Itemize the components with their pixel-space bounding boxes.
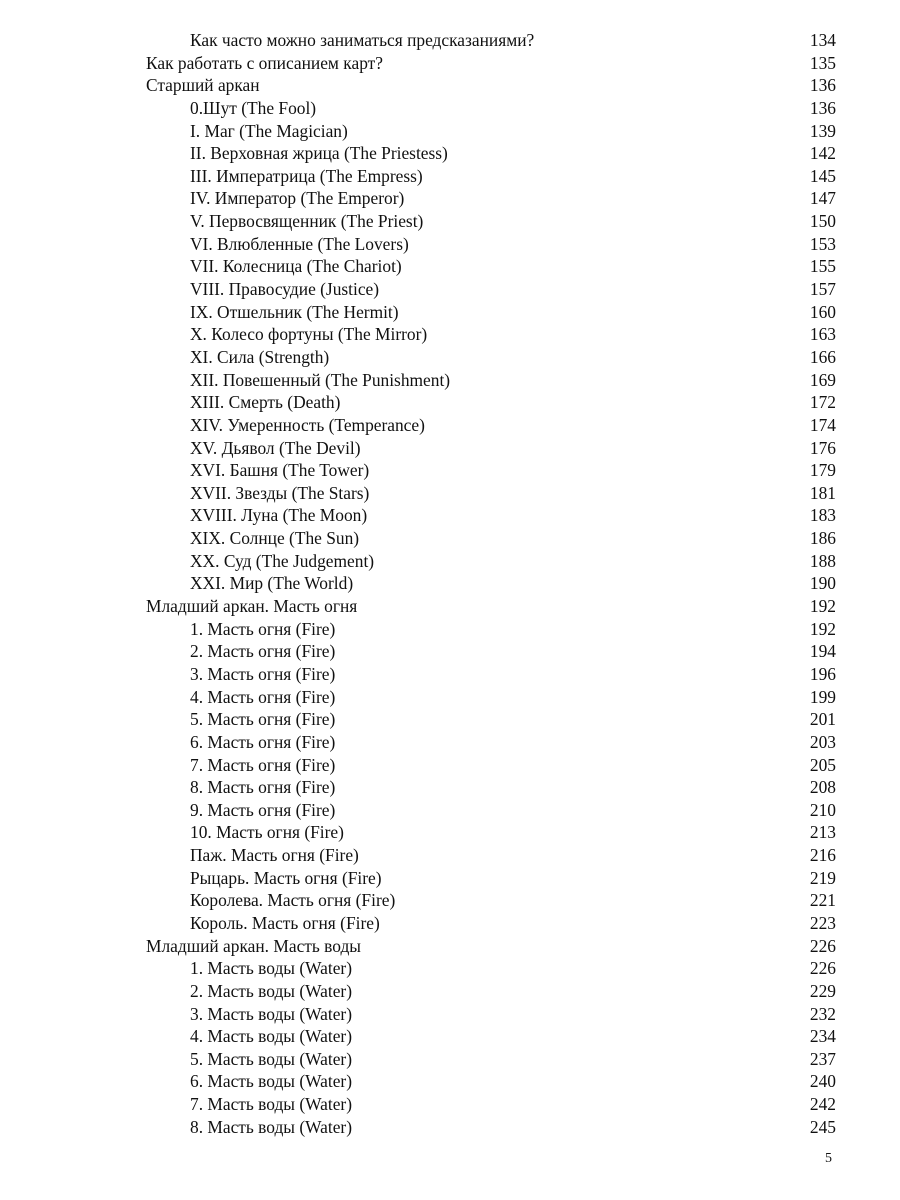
toc-entry[interactable]	[146, 550, 836, 573]
toc-entry-page: 155	[809, 256, 836, 277]
toc-entry[interactable]	[146, 686, 836, 709]
toc-entry-page: 166	[809, 346, 836, 367]
toc-entry[interactable]	[146, 482, 836, 505]
toc-entry-page: 210	[809, 799, 836, 820]
toc-entry-page: 234	[809, 1026, 836, 1047]
toc-entry[interactable]	[146, 233, 836, 256]
toc-entry[interactable]	[146, 708, 836, 731]
toc-entry[interactable]	[146, 414, 836, 437]
toc-entry-title: XI. Сила (Strength)	[190, 346, 330, 367]
toc-entry[interactable]	[146, 731, 836, 754]
toc-entry-title: 3. Масть воды (Water)	[190, 1003, 353, 1024]
toc-entry-title: X. Колесо фортуны (The Mirror)	[190, 324, 428, 345]
toc-entry-title: 3. Масть огня (Fire)	[190, 663, 336, 684]
toc-entry[interactable]	[146, 527, 836, 550]
toc-entry-page: 145	[809, 165, 836, 186]
toc-entry[interactable]	[146, 459, 836, 482]
toc-entry-title: XVII. Звезды (The Stars)	[190, 482, 370, 503]
toc-entry-title: VI. Влюбленные (The Lovers)	[190, 233, 409, 254]
toc-entry-page: 186	[809, 528, 836, 549]
toc-entry-title: 4. Масть огня (Fire)	[190, 686, 336, 707]
toc-entry[interactable]	[146, 640, 836, 663]
toc-entry-page: 221	[809, 890, 836, 911]
toc-entry-title: 1. Масть воды (Water)	[190, 958, 353, 979]
page-number: 5	[825, 1151, 832, 1166]
toc-entry-title: XVI. Башня (The Tower)	[190, 460, 370, 481]
toc-entry-page: 135	[809, 52, 836, 73]
toc-entry-page: 174	[809, 414, 836, 435]
toc-entry-page: 136	[809, 75, 836, 96]
toc-entry-title: XVIII. Луна (The Moon)	[190, 505, 368, 526]
toc-entry-page: 169	[809, 369, 836, 390]
toc-entry[interactable]	[146, 52, 836, 75]
toc-entry[interactable]	[146, 504, 836, 527]
toc-entry[interactable]	[146, 595, 836, 618]
toc-entry-page: 199	[809, 686, 836, 707]
toc-entry-title: II. Верховная жрица (The Priestess)	[190, 143, 448, 164]
toc-entry[interactable]	[146, 957, 836, 980]
toc-entry-page: 147	[809, 188, 836, 209]
toc-entry-title: 9. Масть огня (Fire)	[190, 799, 336, 820]
toc-entry[interactable]	[146, 799, 836, 822]
toc-entry[interactable]	[146, 572, 836, 595]
toc-entry[interactable]	[146, 844, 836, 867]
toc-entry-title: I. Маг (The Magician)	[190, 120, 348, 141]
toc-entry-page: 142	[809, 143, 836, 164]
toc-entry-title: VIII. Правосудие (Justice)	[190, 279, 380, 300]
toc-entry[interactable]	[146, 142, 836, 165]
toc-entry[interactable]	[146, 821, 836, 844]
toc-entry-title: 8. Масть огня (Fire)	[190, 777, 336, 798]
toc-entry-title: VII. Колесница (The Chariot)	[190, 256, 402, 277]
toc-entry-title: 10. Масть огня (Fire)	[190, 822, 344, 843]
toc-entry[interactable]	[146, 210, 836, 233]
toc-entry[interactable]	[146, 391, 836, 414]
toc-entry-page: 181	[809, 482, 836, 503]
toc-entry-page: 196	[809, 663, 836, 684]
toc-entry-title: 2. Масть воды (Water)	[190, 980, 353, 1001]
toc-entry[interactable]	[146, 278, 836, 301]
toc-entry-page: 160	[809, 301, 836, 322]
toc-entry[interactable]	[146, 437, 836, 460]
toc-entry-title: 7. Масть воды (Water)	[190, 1094, 353, 1115]
toc-entry-page: 232	[809, 1003, 836, 1024]
toc-entry[interactable]	[146, 1025, 836, 1048]
toc-entry-page: 213	[809, 822, 836, 843]
toc-entry[interactable]	[146, 369, 836, 392]
toc-entry-page: 172	[809, 392, 836, 413]
toc-entry[interactable]	[146, 29, 836, 52]
toc-entry-page: 203	[809, 731, 836, 752]
toc-entry-title: Паж. Масть огня (Fire)	[190, 845, 359, 866]
toc-entry[interactable]	[146, 776, 836, 799]
toc-entry-title: 6. Масть огня (Fire)	[190, 731, 336, 752]
toc-entry-page: 201	[809, 709, 836, 730]
toc-entry-page: 188	[809, 550, 836, 571]
toc-entry-title: XX. Суд (The Judgement)	[190, 550, 375, 571]
toc-entry-page: 240	[809, 1071, 836, 1092]
toc-entry-page: 136	[809, 97, 836, 118]
toc-entry-title: 8. Масть воды (Water)	[190, 1116, 353, 1137]
toc-entry-title: 6. Масть воды (Water)	[190, 1071, 353, 1092]
toc-entry-title: XII. Повешенный (The Punishment)	[190, 369, 451, 390]
toc-entry-title: IX. Отшельник (The Hermit)	[190, 301, 399, 322]
toc-entry-page: 223	[809, 912, 836, 933]
toc-entry[interactable]	[146, 74, 836, 97]
toc-entry[interactable]	[146, 1093, 836, 1116]
toc-entry[interactable]	[146, 980, 836, 1003]
toc-entry-page: 150	[809, 211, 836, 232]
toc-entry[interactable]	[146, 120, 836, 143]
toc-entry-title: Король. Масть огня (Fire)	[190, 912, 380, 933]
toc-entry-page: 237	[809, 1048, 836, 1069]
toc-entry-title: V. Первосвященник (The Priest)	[190, 211, 424, 232]
toc-entry-page: 219	[809, 867, 836, 888]
toc-entry-title: XIV. Умеренность (Temperance)	[190, 414, 425, 435]
toc-entry-title: Рыцарь. Масть огня (Fire)	[190, 867, 382, 888]
toc-entry[interactable]	[146, 255, 836, 278]
toc-entry[interactable]	[146, 346, 836, 369]
toc-entry-title: Как часто можно заниматься предсказаниями?	[190, 30, 535, 50]
toc-entry[interactable]	[146, 935, 836, 958]
toc-entry[interactable]	[146, 165, 836, 188]
toc-entry-page: 163	[809, 324, 836, 345]
toc-entry-page: 183	[809, 505, 836, 526]
toc-entry-title: XXI. Мир (The World)	[190, 573, 354, 594]
toc-entry-page: 179	[809, 460, 836, 481]
toc-entry-title: 4. Масть воды (Water)	[190, 1026, 353, 1047]
toc-entry[interactable]	[146, 301, 836, 324]
toc-entry-page: 205	[809, 754, 836, 775]
table-of-contents	[146, 29, 836, 1138]
toc-entry[interactable]	[146, 97, 836, 120]
toc-entry-title: III. Императрица (The Empress)	[190, 165, 423, 186]
toc-entry-title: 2. Масть огня (Fire)	[190, 641, 336, 662]
toc-entry[interactable]	[146, 1003, 836, 1026]
toc-entry-title: 7. Масть огня (Fire)	[190, 754, 336, 775]
toc-entry[interactable]	[146, 323, 836, 346]
toc-entry[interactable]	[146, 1070, 836, 1093]
toc-entry-page: 226	[809, 958, 836, 979]
toc-entry-title: Как работать с описанием карт?	[146, 52, 383, 73]
toc-entry-page: 192	[809, 596, 836, 617]
toc-entry[interactable]	[146, 663, 836, 686]
toc-entry-page: 245	[809, 1116, 836, 1137]
toc-entry[interactable]	[146, 867, 836, 890]
toc-entry[interactable]	[146, 1048, 836, 1071]
toc-entry-title: XIX. Солнце (The Sun)	[190, 528, 360, 549]
toc-entry[interactable]	[146, 889, 836, 912]
toc-entry-title: Младший аркан. Масть воды	[146, 935, 361, 956]
toc-entry-page: 216	[809, 845, 836, 866]
toc-entry[interactable]	[146, 618, 836, 641]
toc-entry-title: 0.Шут (The Fool)	[190, 97, 317, 118]
toc-entry-title: Младший аркан. Масть огня	[146, 596, 358, 617]
toc-entry[interactable]	[146, 754, 836, 777]
toc-entry-page: 208	[809, 777, 836, 798]
toc-entry-title: 5. Масть воды (Water)	[190, 1048, 353, 1069]
toc-entry-title: 5. Масть огня (Fire)	[190, 709, 336, 730]
toc-entry-page: 153	[809, 233, 836, 254]
toc-entry-page: 229	[809, 980, 836, 1001]
toc-entry-page: 226	[809, 935, 836, 956]
toc-entry-title: 1. Масть огня (Fire)	[190, 618, 336, 639]
toc-entry[interactable]	[146, 912, 836, 935]
toc-entry[interactable]	[146, 1116, 836, 1139]
toc-entry-page: 190	[809, 573, 836, 594]
toc-entry-page: 157	[809, 279, 836, 300]
toc-entry-page: 242	[809, 1094, 836, 1115]
toc-entry-title: IV. Император (The Emperor)	[190, 188, 405, 209]
toc-entry-title: Королева. Масть огня (Fire)	[190, 890, 396, 911]
toc-entry[interactable]	[146, 187, 836, 210]
toc-entry-title: XIII. Смерть (Death)	[190, 392, 341, 413]
toc-entry-page: 139	[809, 120, 836, 141]
toc-entry-page: 176	[809, 437, 836, 458]
toc-entry-page: 192	[809, 618, 836, 639]
toc-entry-page: 134	[809, 30, 836, 50]
toc-entry-page: 194	[809, 641, 836, 662]
toc-entry-title: Старший аркан	[146, 75, 260, 96]
toc-entry-title: XV. Дьявол (The Devil)	[190, 437, 361, 458]
